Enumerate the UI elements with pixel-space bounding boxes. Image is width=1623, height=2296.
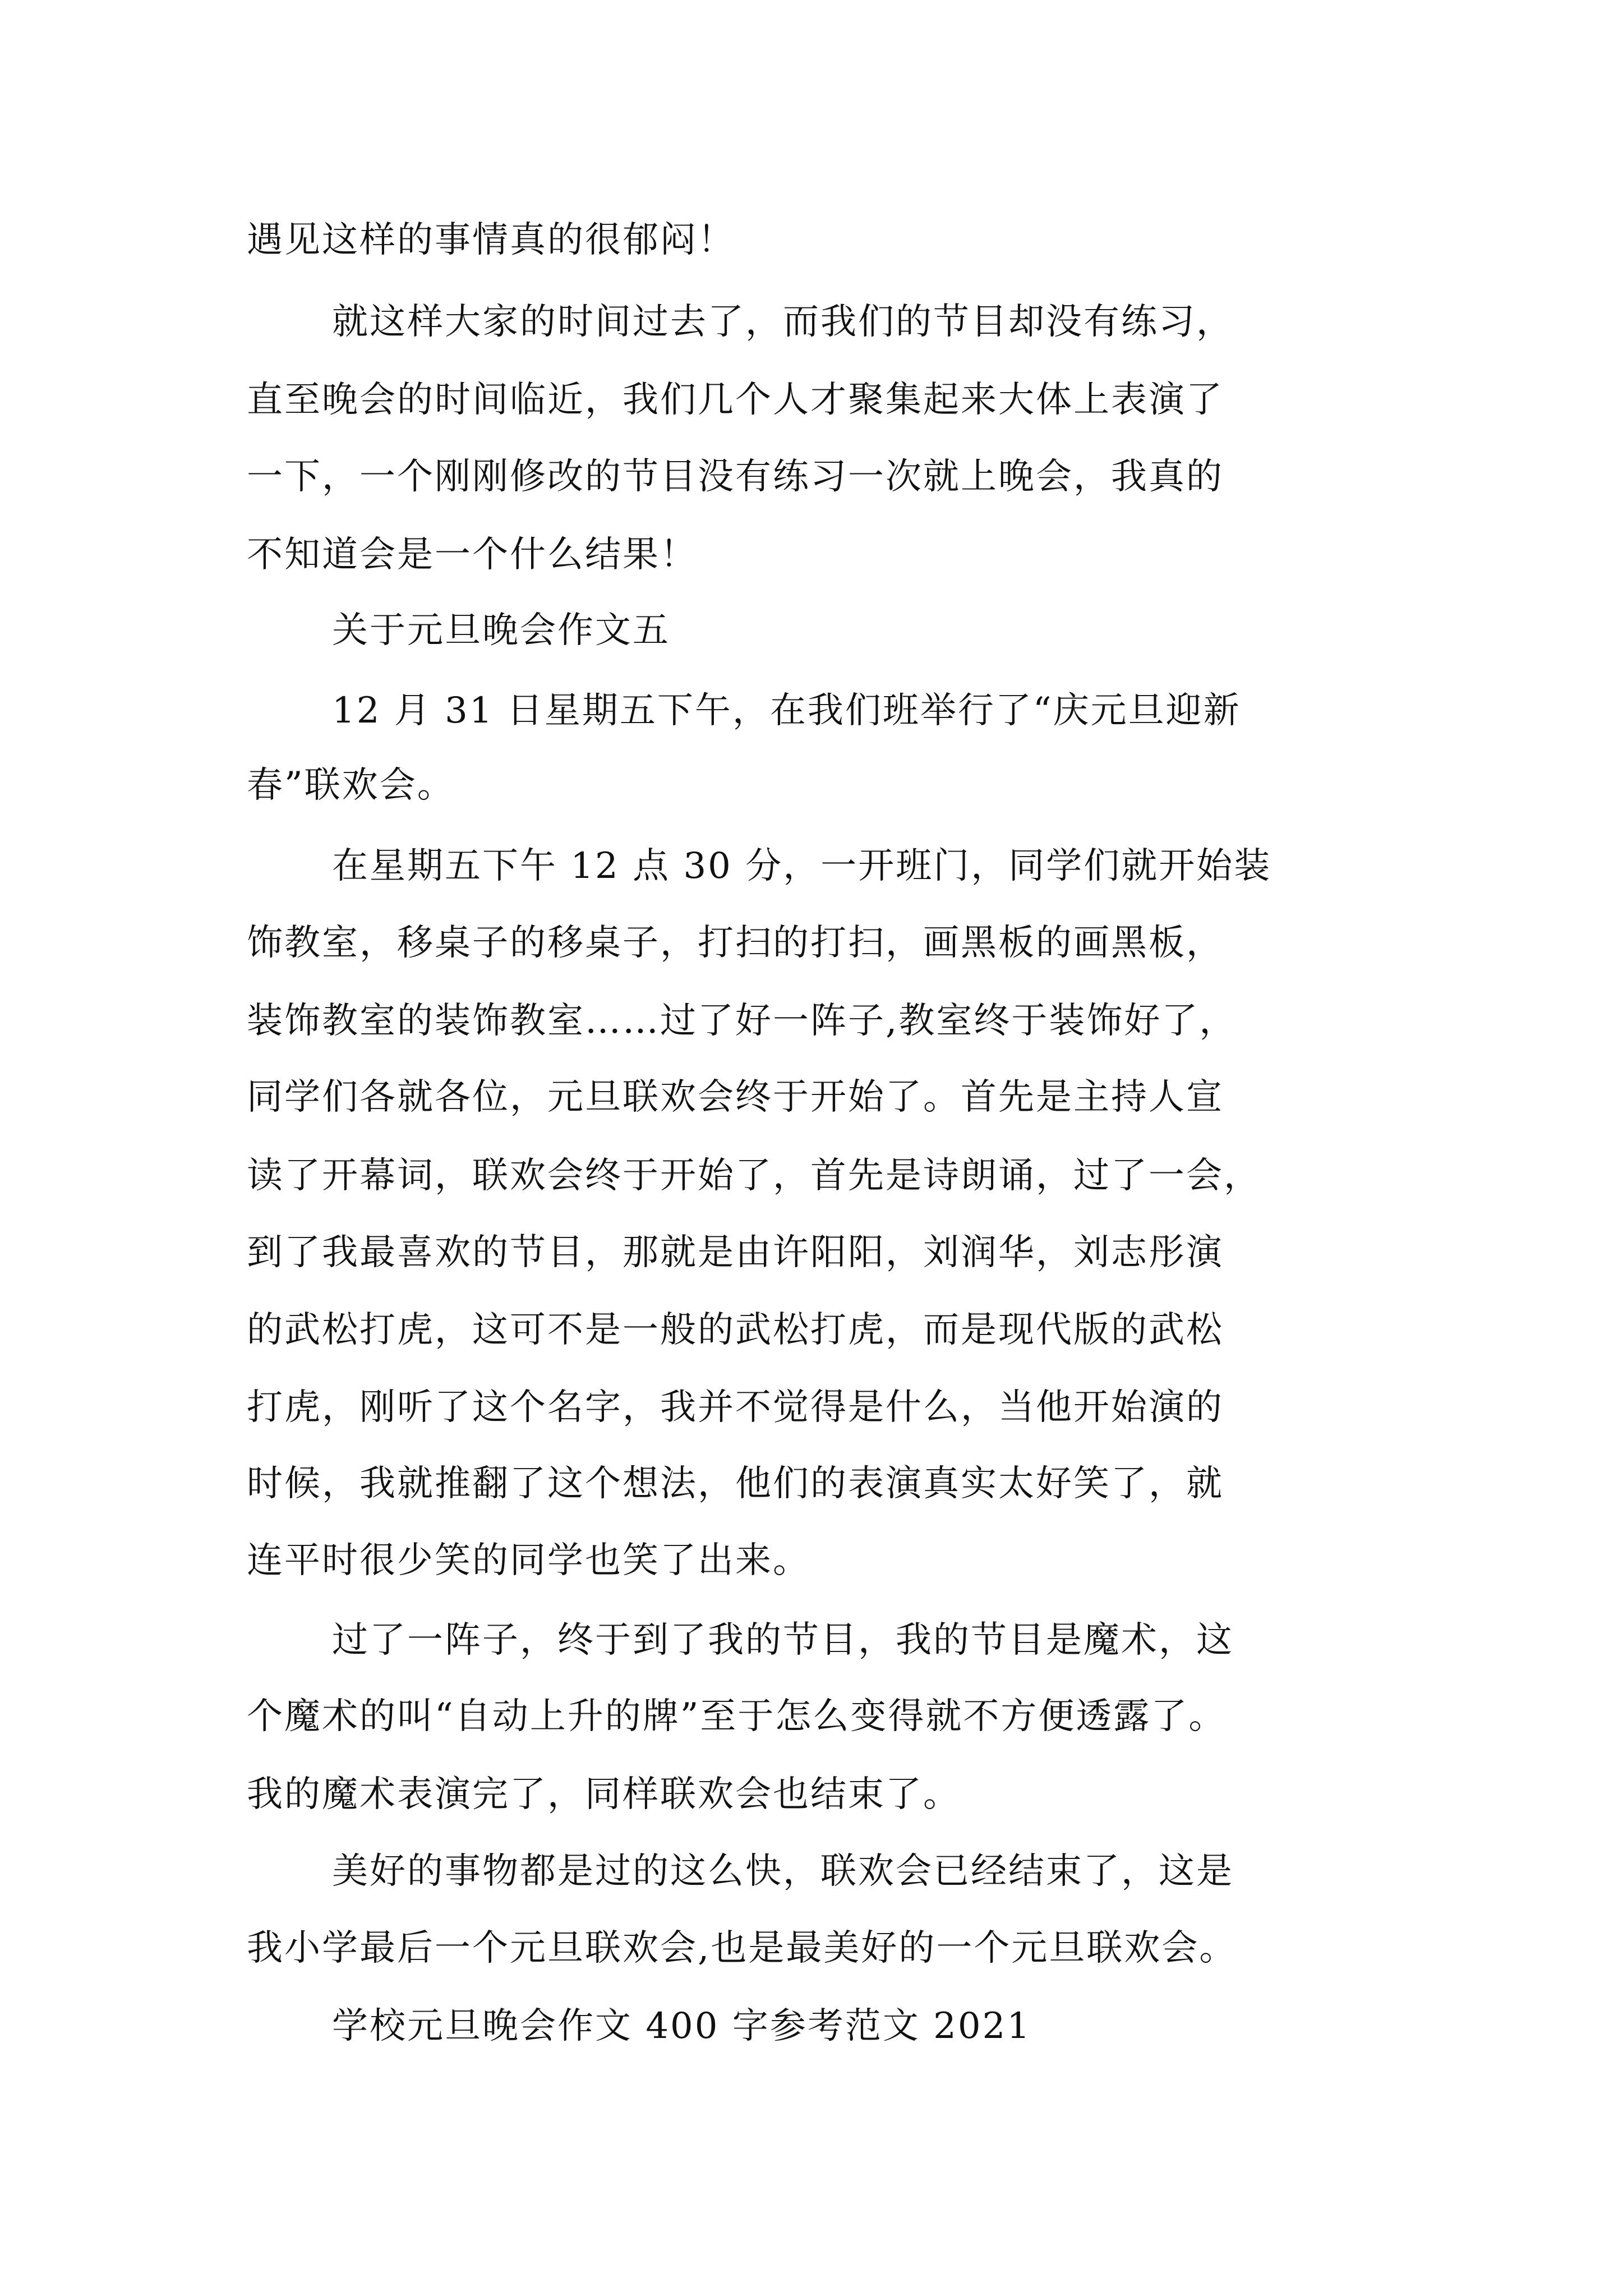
text-line: 我的魔术表演完了，同样联欢会也结束了。 <box>247 1774 961 1815</box>
text-line: 春”联欢会。 <box>247 765 455 806</box>
text-line: 打虎，刚听了这个名字，我并不觉得是什么，当他开始演的 <box>247 1387 1224 1428</box>
paragraph-first-line: 12 月 31 日星期五下午，在我们班举行了“庆元旦迎新 <box>332 690 1241 731</box>
paragraph-first-line: 就这样大家的时间过去了，而我们的节目却没有练习， <box>332 301 1234 343</box>
paragraph-first-line: 美好的事物都是过的这么快，联欢会已经结束了，这是 <box>332 1851 1234 1892</box>
text-line: 个魔术的叫“自动上升的牌”至于怎么变得就不方便透露了。 <box>247 1696 1227 1737</box>
paragraph-first-line: 在星期五下午 12 点 30 分，一开班门，同学们就开始装 <box>332 845 1272 887</box>
footer-title: 学校元旦晚会作文 400 字参考范文 2021 <box>332 2005 1032 2047</box>
text-line: 读了开幕词，联欢会终于开始了，首先是诗朗诵，过了一会， <box>247 1155 1261 1197</box>
text-line: 连平时很少笑的同学也笑了出来。 <box>247 1540 810 1581</box>
text-line: 时候，我就推翻了这个想法，他们的表演真实太好笑了，就 <box>247 1463 1224 1504</box>
section-title: 关于元旦晚会作文五 <box>332 610 670 651</box>
paragraph-first-line: 过了一阵子，终于到了我的节目，我的节目是魔术，这 <box>332 1619 1234 1661</box>
text-line: 我小学最后一个元旦联欢会,也是最美好的一个元旦联欢会。 <box>247 1927 1237 1969</box>
text-line: 装饰教室的装饰教室……过了好一阵子,教室终于装饰好了， <box>247 1000 1237 1042</box>
text-line: 不知道会是一个什么结果！ <box>247 534 698 576</box>
text-line: 饰教室，移桌子的移桌子，打扫的打扫，画黑板的画黑板， <box>247 922 1224 964</box>
text-line: 到了我最喜欢的节目，那就是由许阳阳，刘润华，刘志彤演 <box>247 1232 1224 1273</box>
text-line: 的武松打虎，这可不是一般的武松打虎，而是现代版的武松 <box>247 1309 1224 1351</box>
text-line: 直至晚会的时间临近，我们几个人才聚集起来大体上表演了 <box>247 379 1224 421</box>
text-line: 一下，一个刚刚修改的节目没有练习一次就上晚会，我真的 <box>247 456 1224 498</box>
text-line: 遇见这样的事情真的很郁闷！ <box>247 219 735 261</box>
text-line: 同学们各就各位，元旦联欢会终于开始了。首先是主持人宣 <box>247 1076 1224 1118</box>
